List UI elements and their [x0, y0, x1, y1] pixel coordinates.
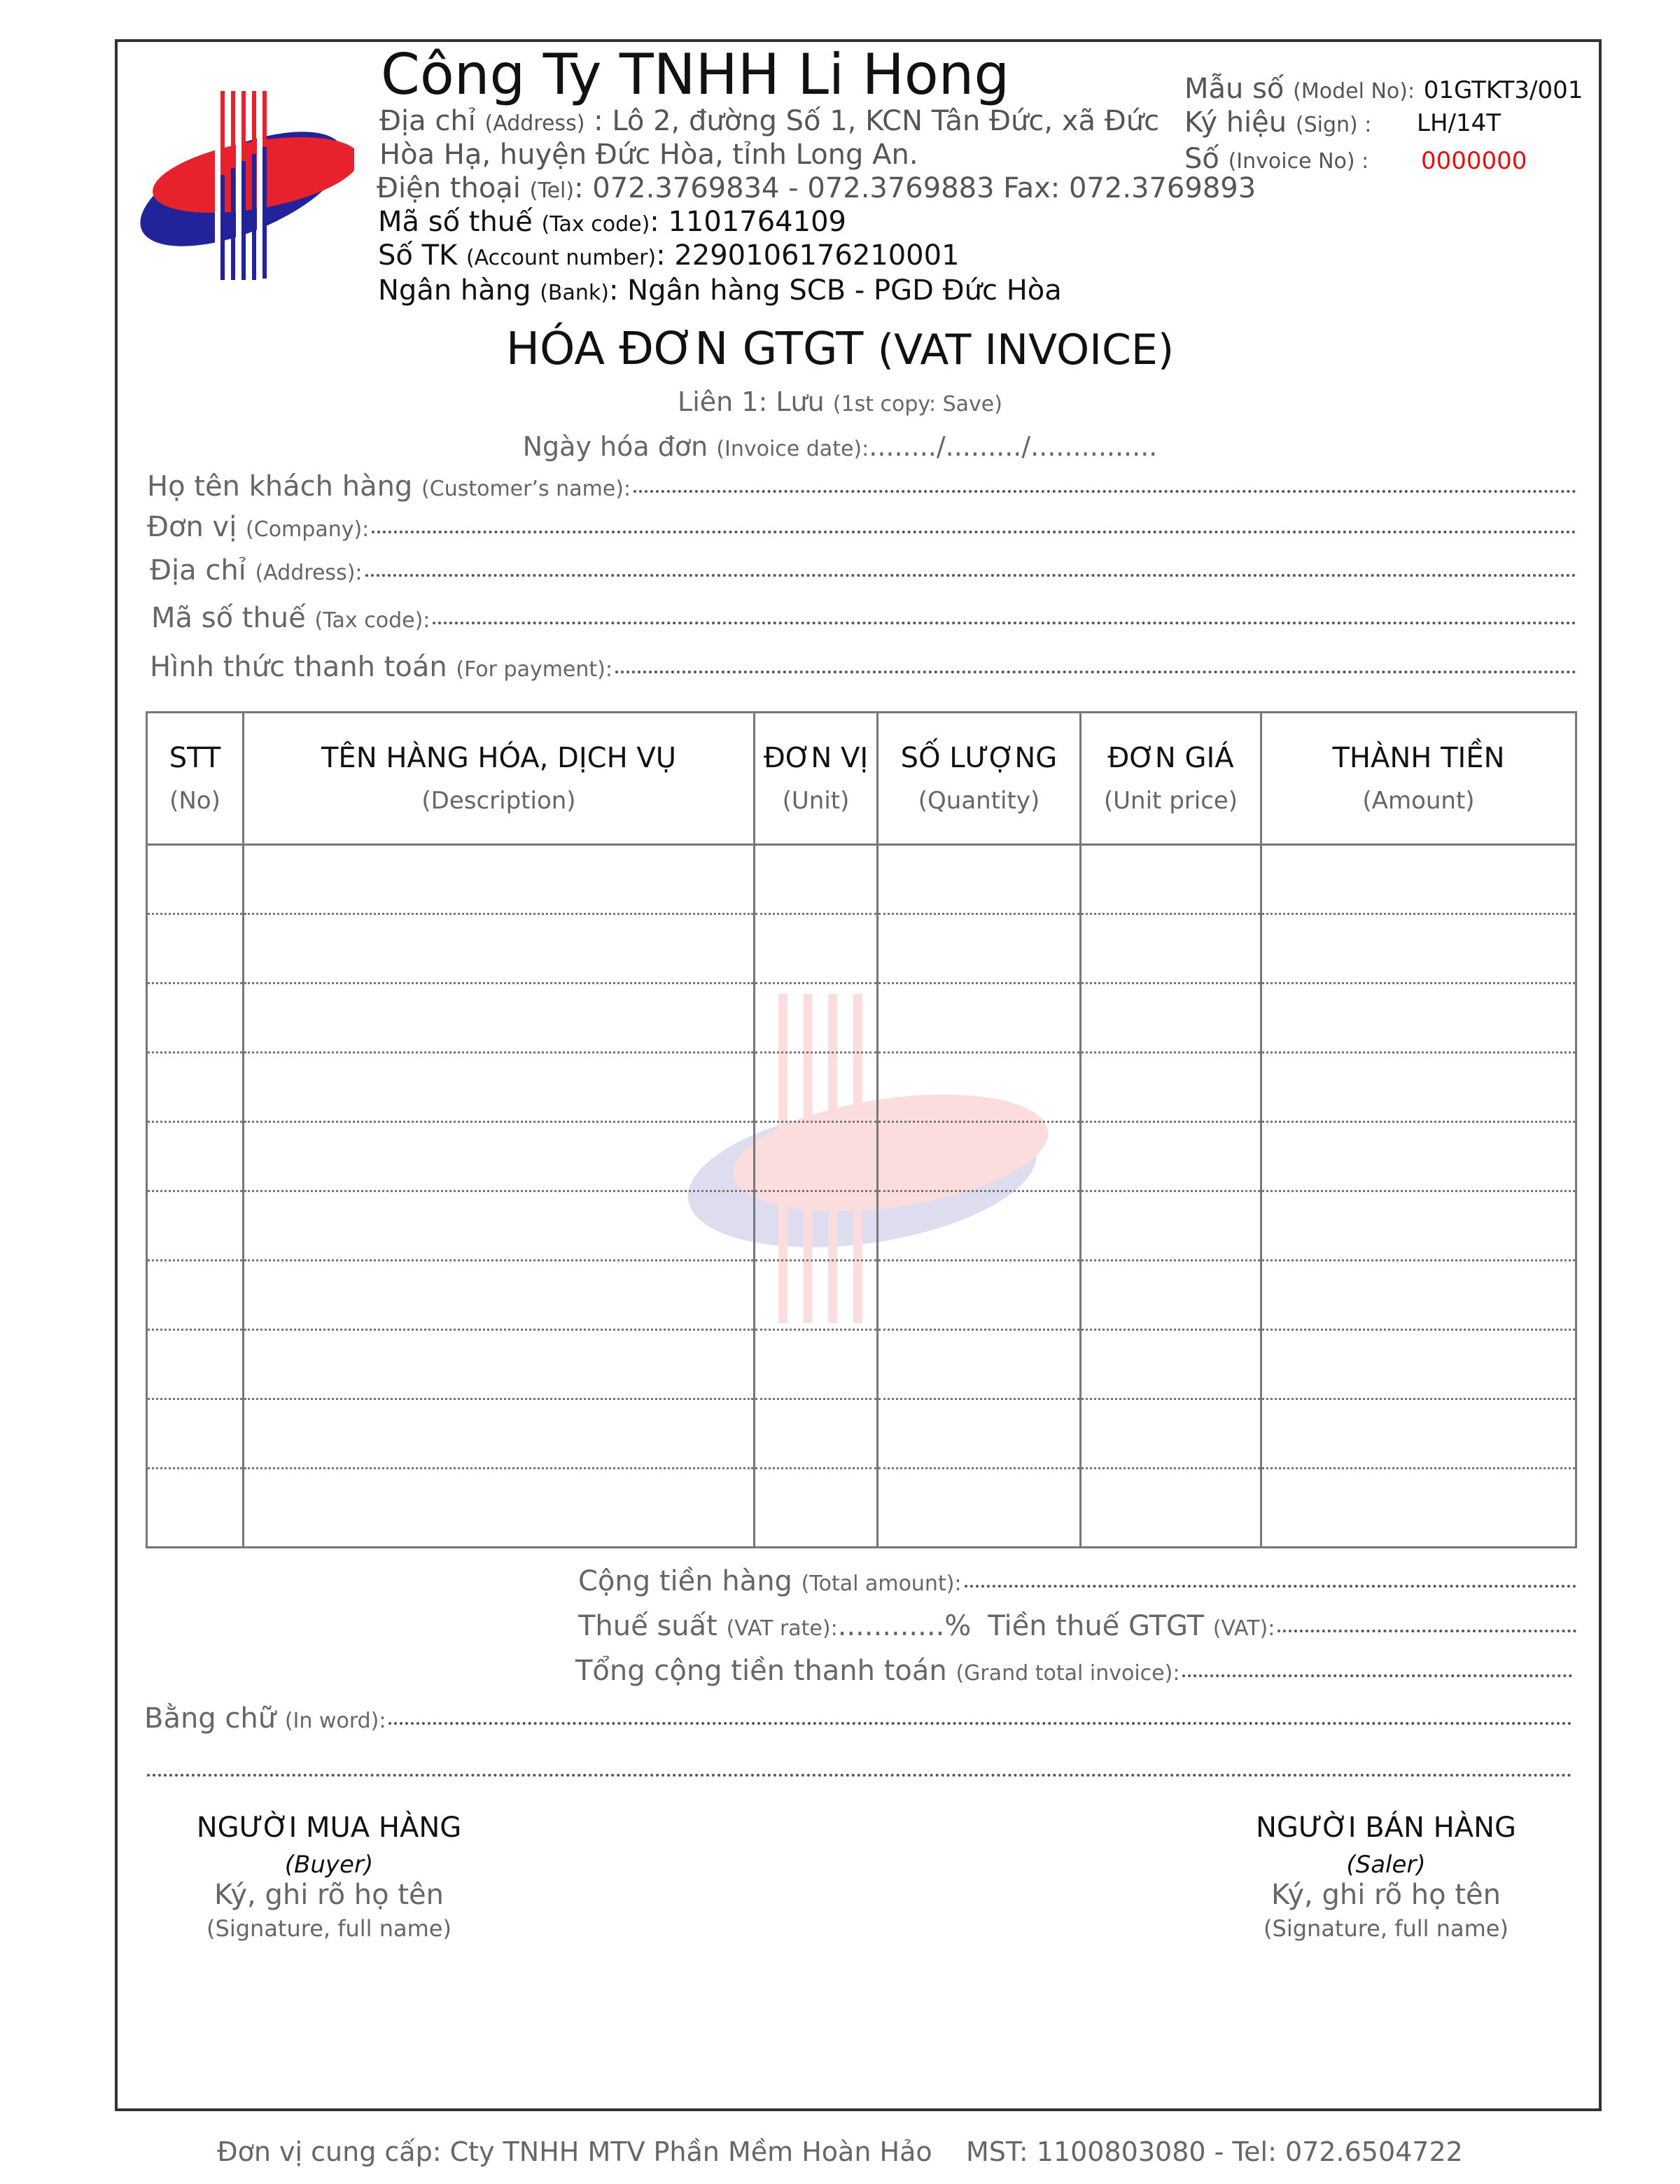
buyer-signature-block	[161, 1812, 497, 1942]
invoice-title-en: (VAT INVOICE)	[877, 326, 1175, 374]
model-value: 01GTKT3/001	[1423, 76, 1583, 104]
grand-total-label: Tổng cộng tiền thanh toán (Grand total invoice):	[575, 1655, 1180, 1687]
table-row[interactable]	[147, 914, 1576, 983]
copy-label-en: (1st copy: Save)	[832, 392, 1002, 416]
address-value: : Lô 2, đường Số 1, KCN Tân Đức, xã Đức	[594, 105, 1160, 137]
in-word-field[interactable]	[144, 1702, 1572, 1735]
address-label: Địa chỉ	[379, 105, 476, 137]
buyer-role-en: (Buyer)	[284, 1851, 374, 1879]
invoice-date-label: Ngày hóa đơn	[522, 431, 708, 462]
invoice-number-label-en: (Invoice No) :	[1228, 149, 1369, 174]
grand-total-input[interactable]	[1182, 1674, 1572, 1677]
buyer-role: NGƯỜI MUA HÀNG	[196, 1812, 462, 1844]
total-amount-input[interactable]	[965, 1585, 1576, 1588]
invoice-date-label-en: (Invoice date):	[716, 437, 869, 461]
tax-label-en: (Tax code)	[541, 212, 650, 237]
table-row[interactable]	[147, 1053, 1576, 1122]
tax-label: Mã số thuế	[378, 206, 533, 238]
address-label-en: (Address)	[484, 111, 585, 136]
phone-label: Điện thoại	[377, 172, 521, 204]
invoice-number-value: 0000000	[1421, 147, 1527, 175]
customer-tax-field[interactable]	[151, 602, 1576, 634]
company-phone	[377, 172, 1256, 204]
table-row[interactable]	[147, 1122, 1576, 1191]
items-table	[146, 711, 1577, 1548]
company-tax	[378, 206, 846, 238]
customer-address-label: Địa chỉ (Address):	[150, 554, 363, 587]
table-header-row	[147, 713, 1576, 845]
col-header-unit: ĐƠN VỊ (Unit)	[755, 713, 878, 845]
col-header-amount: THÀNH TIỀN (Amount)	[1261, 713, 1576, 845]
company-address-line2: Hòa Hạ, huyện Đức Hòa, tỉnh Long An.	[379, 139, 918, 171]
total-amount-label: Cộng tiền hàng (Total amount):	[578, 1565, 962, 1597]
footer-mst: MST: 1100803080 - Tel: 072.6504722	[965, 2136, 1463, 2167]
table-row[interactable]	[147, 1330, 1576, 1399]
col-header-no: STT (No)	[147, 713, 244, 845]
model-label-en: (Model No):	[1293, 79, 1415, 104]
model-number-row	[1184, 73, 1583, 105]
invoice-number-label: Số	[1184, 143, 1219, 175]
table-row[interactable]	[147, 983, 1576, 1053]
col-header-unit-price: ĐƠN GIÁ (Unit price)	[1081, 713, 1261, 845]
grand-total-field[interactable]	[575, 1655, 1572, 1687]
tax-value: : 1101764109	[650, 206, 846, 238]
table-row[interactable]	[147, 1399, 1576, 1469]
account-label: Số TK	[378, 239, 458, 272]
table-row[interactable]	[147, 1261, 1576, 1330]
customer-address-input[interactable]	[365, 574, 1576, 577]
footer-provider	[0, 2136, 1680, 2167]
col-header-quantity: SỐ LƯỢNG (Quantity)	[878, 713, 1081, 845]
in-word-input[interactable]	[388, 1722, 1572, 1725]
account-value: : 2290106176210001	[656, 239, 960, 272]
customer-name-input[interactable]	[634, 490, 1576, 493]
phone-value: : 072.3769834 - 072.3769883 Fax: 072.3769893	[574, 172, 1256, 204]
invoice-date-line	[0, 431, 1680, 462]
customer-tax-label: Mã số thuế (Tax code):	[151, 602, 430, 634]
model-label: Mẫu số	[1184, 73, 1284, 105]
customer-name-field[interactable]	[147, 470, 1576, 503]
copy-label: Liên 1: Lưu	[678, 386, 825, 417]
table-row[interactable]	[147, 845, 1576, 914]
bank-value: : Ngân hàng SCB - PGD Đức Hòa	[608, 274, 1062, 307]
payment-label: Hình thức thanh toán (For payment):	[150, 651, 612, 683]
in-word-label: Bằng chữ (In word):	[144, 1702, 386, 1735]
seller-sign-instruction: Ký, ghi rõ họ tên	[1271, 1879, 1501, 1911]
bank-label: Ngân hàng	[378, 274, 531, 307]
account-label-en: (Account number)	[465, 246, 657, 270]
payment-field[interactable]	[150, 651, 1576, 683]
sign-label: Ký hiệu	[1184, 106, 1287, 139]
sign-value: LH/14T	[1417, 109, 1501, 137]
company-label: Đơn vị (Company):	[147, 511, 370, 543]
company-name: Công Ty TNHH Li Hong	[381, 42, 1010, 107]
bank-label-en: (Bank)	[540, 281, 609, 305]
sign-row	[1184, 106, 1371, 139]
invoice-title-vi: HÓA ĐƠN GTGT	[505, 323, 864, 375]
table-row[interactable]	[147, 1191, 1576, 1261]
invoice-title	[0, 323, 1680, 375]
seller-role-en: (Saler)	[1346, 1851, 1426, 1879]
vat-field[interactable]	[578, 1610, 1576, 1642]
company-address-line1	[379, 105, 1159, 137]
payment-input[interactable]	[615, 671, 1576, 673]
vat-amount-label: Tiền thuế GTGT (VAT):	[988, 1610, 1275, 1642]
total-amount-field[interactable]	[578, 1565, 1576, 1597]
buyer-sign-instruction-en: (Signature, full name)	[206, 1915, 451, 1942]
invoice-date-value: ......../........./...............	[869, 431, 1158, 462]
company-input[interactable]	[372, 531, 1576, 533]
company-bank	[378, 274, 1062, 307]
customer-tax-input[interactable]	[433, 622, 1576, 624]
company-logo	[137, 84, 354, 287]
vat-rate-label: Thuế suất (VAT rate):	[578, 1610, 838, 1642]
seller-role: NGƯỜI BÁN HÀNG	[1255, 1812, 1517, 1844]
vat-amount-input[interactable]	[1278, 1630, 1576, 1632]
sign-label-en: (Sign) :	[1295, 113, 1372, 137]
table-row[interactable]	[147, 1469, 1576, 1548]
company-account	[378, 239, 960, 272]
invoice-number-row	[1184, 143, 1368, 175]
buyer-sign-instruction: Ký, ghi rõ họ tên	[214, 1879, 444, 1911]
seller-signature-block	[1218, 1812, 1554, 1942]
vat-rate-input[interactable]: ............%	[837, 1610, 972, 1642]
footer-provider-name: Đơn vị cung cấp: Cty TNHH MTV Phần Mềm Hoàn Hảo	[217, 2136, 932, 2167]
customer-address-field[interactable]	[150, 554, 1576, 587]
customer-name-label: Họ tên khách hàng (Customer’s name):	[147, 470, 631, 503]
company-field[interactable]	[147, 511, 1576, 543]
phone-label-en: (Tel)	[529, 178, 575, 203]
seller-sign-instruction-en: (Signature, full name)	[1264, 1915, 1508, 1942]
col-header-description: TÊN HÀNG HÓA, DỊCH VỤ (Description)	[244, 713, 755, 845]
copy-line	[0, 386, 1680, 417]
in-word-continuation-line[interactable]	[147, 1774, 1572, 1777]
